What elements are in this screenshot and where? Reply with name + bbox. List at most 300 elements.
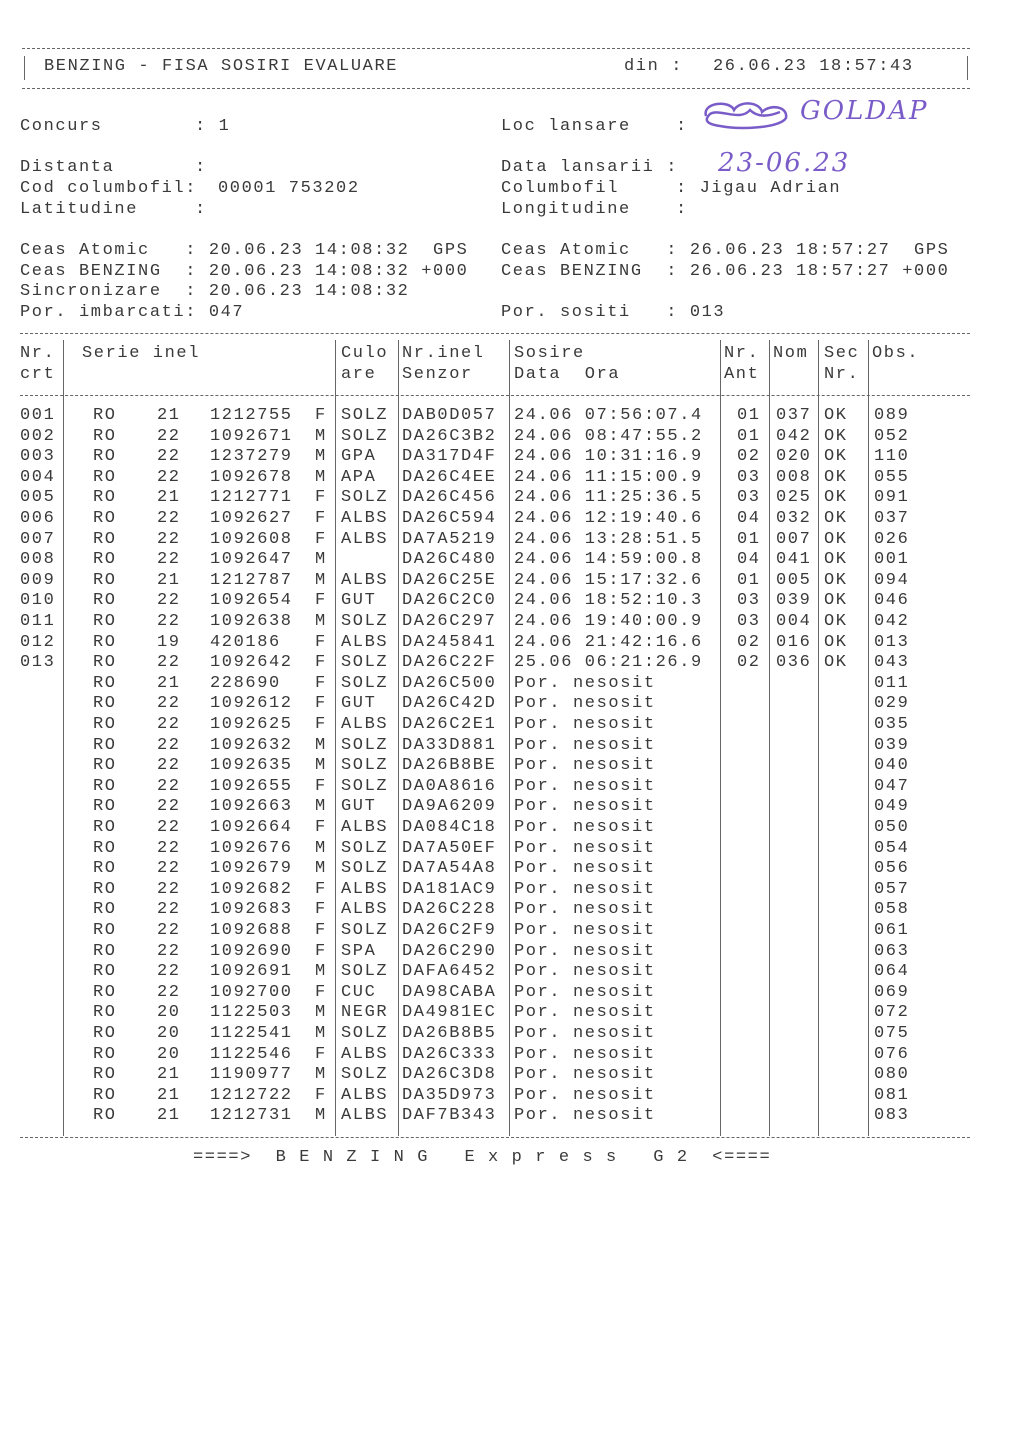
cell-arrival: Por. nesosit	[514, 797, 656, 817]
cell-ring-number: 1212787	[210, 570, 293, 590]
col-culo-1: Culo	[341, 344, 389, 363]
cell-year: 22	[157, 776, 181, 796]
cell-nr-ant: 02	[737, 447, 761, 467]
cell-color: SPA	[341, 941, 377, 961]
sincronizare: Sincronizare : 20.06.23 14:08:32	[20, 282, 410, 301]
cell-sensor: DA26C3D8	[402, 1065, 497, 1085]
cell-sensor: DA181AC9	[402, 879, 497, 899]
cell-color: CUC	[341, 982, 377, 1002]
data-lansarii-label: Data lansarii :	[501, 158, 679, 177]
columbofil-value: : Jigau Adrian	[676, 179, 842, 198]
cell-sex: M	[315, 838, 327, 858]
cell-year: 22	[157, 859, 181, 879]
cell-sensor: DA26C480	[402, 550, 497, 570]
cell-year: 22	[157, 756, 181, 776]
cell-sensor: DA26C4EE	[402, 467, 497, 487]
column-divider	[818, 340, 819, 1136]
cell-sensor: DA084C18	[402, 818, 497, 837]
cell-sex: M	[315, 447, 327, 467]
column-divider	[509, 340, 510, 1136]
cell-nr-ant: 04	[737, 509, 761, 528]
cell-obs: 029	[874, 694, 910, 714]
cell-nom: 020	[776, 447, 812, 467]
cell-obs: 089	[874, 406, 910, 425]
cell-sex: F	[315, 900, 327, 920]
cell-color: SOLZ	[341, 488, 389, 508]
cell-obs: 081	[874, 1085, 910, 1105]
cell-color: ALBS	[341, 1085, 389, 1105]
cell-country: RO	[93, 509, 117, 528]
cell-ring-number: 1122546	[210, 1044, 293, 1064]
cell-year: 20	[157, 1003, 181, 1023]
cell-obs: 069	[874, 982, 910, 1002]
cell-nr-crt: 013	[20, 653, 56, 673]
cell-sex: F	[315, 694, 327, 714]
cell-sec: OK	[824, 550, 848, 570]
cell-year: 22	[157, 529, 181, 549]
cell-sex: M	[315, 1024, 327, 1043]
cell-ring-number: 1092625	[210, 715, 293, 734]
cell-arrival: 24.06 14:59:00.8	[514, 550, 703, 570]
cell-year: 22	[157, 982, 181, 1002]
latitudine-value: :	[195, 200, 207, 219]
header-border-left	[24, 56, 25, 80]
cell-color: ALBS	[341, 570, 389, 590]
cell-arrival: Por. nesosit	[514, 962, 656, 982]
cell-ring-number: 1092671	[210, 426, 293, 446]
cell-color: SOLZ	[341, 838, 389, 858]
cell-sex: M	[315, 570, 327, 590]
cell-ring-number: 1092683	[210, 900, 293, 920]
cell-country: RO	[93, 488, 117, 508]
cell-sensor: DA26C22F	[402, 653, 497, 673]
col-nom: Nom	[773, 344, 809, 363]
cell-year: 22	[157, 426, 181, 446]
cell-obs: 072	[874, 1003, 910, 1023]
cell-color: SOLZ	[341, 673, 389, 693]
cell-arrival: 24.06 12:19:40.6	[514, 509, 703, 528]
cell-sensor: DA0A8616	[402, 776, 497, 796]
cell-obs: 039	[874, 735, 910, 755]
cell-nr-crt: 009	[20, 570, 56, 590]
cell-ring-number: 1092635	[210, 756, 293, 776]
cell-country: RO	[93, 570, 117, 590]
cell-ring-number: 1092688	[210, 921, 293, 940]
cell-ring-number: 1092612	[210, 694, 293, 714]
cell-color: ALBS	[341, 1044, 389, 1064]
cell-sec: OK	[824, 570, 848, 590]
cell-arrival: Por. nesosit	[514, 1024, 656, 1043]
column-divider	[335, 340, 336, 1136]
cell-sex: F	[315, 591, 327, 611]
cell-country: RO	[93, 879, 117, 899]
ceas-atomic-start: Ceas Atomic : 20.06.23 14:08:32 GPS	[20, 241, 469, 260]
cell-color: GUT	[341, 694, 377, 714]
cell-ring-number: 1092638	[210, 612, 293, 631]
cell-ring-number: 1237279	[210, 447, 293, 467]
cell-sec: OK	[824, 529, 848, 549]
cell-ring-number: 1092691	[210, 962, 293, 982]
cell-arrival: Por. nesosit	[514, 900, 656, 920]
cell-arrival: 24.06 21:42:16.6	[514, 632, 703, 652]
cell-sex: M	[315, 467, 327, 487]
cell-obs: 063	[874, 941, 910, 961]
cell-country: RO	[93, 900, 117, 920]
cell-year: 22	[157, 467, 181, 487]
cell-sensor: DA26C297	[402, 612, 497, 631]
cell-sec: OK	[824, 426, 848, 446]
cell-year: 20	[157, 1044, 181, 1064]
cell-country: RO	[93, 467, 117, 487]
cell-arrival: 24.06 19:40:00.9	[514, 612, 703, 631]
cell-year: 21	[157, 1085, 181, 1105]
cell-sensor: DA26C3B2	[402, 426, 497, 446]
cell-obs: 052	[874, 426, 910, 446]
din-label: din :	[624, 57, 684, 76]
ceas-benzing-end: Ceas BENZING : 26.06.23 18:57:27 +000	[501, 262, 950, 281]
cell-ring-number: 1092654	[210, 591, 293, 611]
cell-arrival: Por. nesosit	[514, 1003, 656, 1023]
cell-sensor: DA26C500	[402, 673, 497, 693]
cell-arrival: 24.06 11:25:36.5	[514, 488, 703, 508]
cell-obs: 076	[874, 1044, 910, 1064]
table-border-top	[20, 333, 970, 334]
concurs-label: Concurs	[20, 117, 103, 136]
cell-obs: 075	[874, 1024, 910, 1043]
column-divider	[63, 340, 64, 1136]
cell-sex: F	[315, 879, 327, 899]
cell-ring-number: 1092700	[210, 982, 293, 1002]
cell-country: RO	[93, 838, 117, 858]
cell-obs: 057	[874, 879, 910, 899]
cell-nom: 041	[776, 550, 812, 570]
cell-country: RO	[93, 529, 117, 549]
cell-year: 21	[157, 1065, 181, 1085]
cell-year: 22	[157, 838, 181, 858]
cell-color: SOLZ	[341, 426, 389, 446]
cell-arrival: Por. nesosit	[514, 756, 656, 776]
cell-sensor: DA26C333	[402, 1044, 497, 1064]
cell-country: RO	[93, 797, 117, 817]
cell-nr-ant: 01	[737, 406, 761, 425]
cell-ring-number: 1212722	[210, 1085, 293, 1105]
column-divider	[868, 340, 869, 1136]
cell-year: 22	[157, 797, 181, 817]
cell-ring-number: 1092682	[210, 879, 293, 899]
cell-sensor: DAB0D057	[402, 406, 497, 425]
col-sec-1: Sec	[824, 344, 860, 363]
porumbei-sositi: Por. sositi : 013	[501, 303, 726, 322]
cell-obs: 026	[874, 529, 910, 549]
cell-country: RO	[93, 426, 117, 446]
cell-country: RO	[93, 1065, 117, 1085]
cell-year: 21	[157, 488, 181, 508]
cell-sex: F	[315, 488, 327, 508]
cell-year: 22	[157, 735, 181, 755]
cell-nr-ant: 03	[737, 591, 761, 611]
cell-obs: 055	[874, 467, 910, 487]
cell-arrival: Por. nesosit	[514, 1085, 656, 1105]
cell-obs: 056	[874, 859, 910, 879]
cell-sensor: DA26C42D	[402, 694, 497, 714]
cell-year: 22	[157, 941, 181, 961]
cell-year: 22	[157, 694, 181, 714]
cell-arrival: 24.06 07:56:07.4	[514, 406, 703, 425]
cell-country: RO	[93, 673, 117, 693]
cell-color: ALBS	[341, 509, 389, 528]
cell-year: 21	[157, 673, 181, 693]
cell-arrival: 24.06 10:31:16.9	[514, 447, 703, 467]
cell-nr-ant: 01	[737, 570, 761, 590]
cell-obs: 054	[874, 838, 910, 858]
cell-sensor: DAF7B343	[402, 1106, 497, 1126]
cell-color: SOLZ	[341, 1024, 389, 1043]
cod-value: 00001 753202	[218, 179, 360, 198]
column-divider	[398, 340, 399, 1136]
cell-country: RO	[93, 632, 117, 652]
cell-country: RO	[93, 1085, 117, 1105]
cell-arrival: Por. nesosit	[514, 715, 656, 734]
table-border-bottom	[20, 1137, 970, 1138]
cell-arrival: 24.06 11:15:00.9	[514, 467, 703, 487]
cell-nr-ant: 02	[737, 632, 761, 652]
columbofil-label: Columbofil	[501, 179, 620, 198]
col-nr-1: Nr.	[20, 344, 56, 363]
cell-arrival: 25.06 06:21:26.9	[514, 653, 703, 673]
cell-obs: 040	[874, 756, 910, 776]
cell-color: ALBS	[341, 715, 389, 734]
cell-year: 19	[157, 632, 181, 652]
cell-obs: 037	[874, 509, 910, 528]
cell-sensor: DA245841	[402, 632, 497, 652]
cell-ring-number: 1212731	[210, 1106, 293, 1126]
cell-color: APA	[341, 467, 377, 487]
cell-obs: 035	[874, 715, 910, 734]
cell-color: GPA	[341, 447, 377, 467]
cell-country: RO	[93, 776, 117, 796]
cell-color: ALBS	[341, 879, 389, 899]
cell-sensor: DA98CABA	[402, 982, 497, 1002]
cell-color: SOLZ	[341, 859, 389, 879]
cell-obs: 083	[874, 1106, 910, 1126]
cell-color: SOLZ	[341, 653, 389, 673]
col-nr-2: crt	[20, 365, 56, 384]
cod-label: Cod columbofil:	[20, 179, 198, 198]
cell-ring-number: 1122541	[210, 1024, 293, 1043]
cell-color: ALBS	[341, 1106, 389, 1126]
cell-obs: 061	[874, 921, 910, 940]
cell-sensor: DA26B8BE	[402, 756, 497, 776]
cell-ring-number: 1092676	[210, 838, 293, 858]
cell-sex: M	[315, 797, 327, 817]
cell-ring-number: 1092647	[210, 550, 293, 570]
cell-arrival: Por. nesosit	[514, 982, 656, 1002]
loc-label: Loc lansare	[501, 117, 631, 136]
cell-sex: M	[315, 612, 327, 631]
header-border-bottom	[22, 88, 970, 89]
cell-nr-crt: 008	[20, 550, 56, 570]
data-lansarii-handwritten: 23-06.23	[718, 148, 851, 178]
cell-obs: 110	[874, 447, 910, 467]
cell-sex: M	[315, 859, 327, 879]
loc-handwritten: GOLDAP	[800, 96, 929, 126]
cell-sensor: DA7A50EF	[402, 838, 497, 858]
cell-sex: M	[315, 962, 327, 982]
cell-sensor: DA26C290	[402, 941, 497, 961]
cell-color: SOLZ	[341, 962, 389, 982]
cell-nr-crt: 007	[20, 529, 56, 549]
cell-color: SOLZ	[341, 612, 389, 631]
cell-country: RO	[93, 612, 117, 631]
footer-brand: ====> B E N Z I N G E x p r e s s G 2 <====	[193, 1148, 772, 1167]
cell-arrival: 24.06 13:28:51.5	[514, 529, 703, 549]
cell-sex: F	[315, 776, 327, 796]
cell-obs: 094	[874, 570, 910, 590]
longitudine-value: :	[676, 200, 688, 219]
cell-sex: M	[315, 1003, 327, 1023]
col-serie: Serie inel	[82, 344, 201, 363]
cell-color: SOLZ	[341, 756, 389, 776]
cell-arrival: Por. nesosit	[514, 921, 656, 940]
cell-obs: 091	[874, 488, 910, 508]
cell-country: RO	[93, 962, 117, 982]
cell-sex: F	[315, 982, 327, 1002]
cell-sensor: DA9A6209	[402, 797, 497, 817]
cell-year: 22	[157, 900, 181, 920]
cell-sensor: DA26C2F9	[402, 921, 497, 940]
cell-nr-crt: 005	[20, 488, 56, 508]
cell-nom: 016	[776, 632, 812, 652]
cell-ring-number: 1092642	[210, 653, 293, 673]
cell-ring-number: 1212771	[210, 488, 293, 508]
cell-ring-number: 1092627	[210, 509, 293, 528]
cell-country: RO	[93, 756, 117, 776]
cell-nom: 007	[776, 529, 812, 549]
longitudine-label: Longitudine	[501, 200, 631, 219]
cell-nr-crt: 004	[20, 467, 56, 487]
cell-sex: F	[315, 1085, 327, 1105]
cell-country: RO	[93, 591, 117, 611]
header-border-right	[967, 56, 968, 80]
cell-arrival: 24.06 15:17:32.6	[514, 570, 703, 590]
cell-year: 20	[157, 1024, 181, 1043]
cell-year: 22	[157, 591, 181, 611]
cell-sex: F	[315, 941, 327, 961]
cell-year: 22	[157, 715, 181, 734]
cell-color: ALBS	[341, 632, 389, 652]
cell-sex: F	[315, 715, 327, 734]
cell-sensor: DA26C2E1	[402, 715, 497, 734]
cell-country: RO	[93, 1106, 117, 1126]
cell-ring-number: 1092608	[210, 529, 293, 549]
cell-nr-ant: 01	[737, 426, 761, 446]
cell-sensor: DA7A5219	[402, 529, 497, 549]
cell-nr-crt: 002	[20, 426, 56, 446]
cell-sec: OK	[824, 447, 848, 467]
cell-sex: F	[315, 653, 327, 673]
cell-sex: M	[315, 1106, 327, 1126]
cell-nom: 005	[776, 570, 812, 590]
cell-color: SOLZ	[341, 406, 389, 425]
column-divider	[720, 340, 721, 1136]
cell-year: 22	[157, 653, 181, 673]
cell-country: RO	[93, 1044, 117, 1064]
col-sosire-2: Data Ora	[514, 365, 621, 384]
cell-sec: OK	[824, 632, 848, 652]
cell-sec: OK	[824, 612, 848, 631]
cell-year: 22	[157, 921, 181, 940]
cell-sec: OK	[824, 467, 848, 487]
cell-country: RO	[93, 653, 117, 673]
cell-color: ALBS	[341, 529, 389, 549]
cell-year: 22	[157, 962, 181, 982]
cell-obs: 013	[874, 632, 910, 652]
cell-country: RO	[93, 859, 117, 879]
cell-sex: F	[315, 921, 327, 940]
cell-year: 21	[157, 1106, 181, 1126]
cell-year: 22	[157, 612, 181, 631]
cell-color: SOLZ	[341, 921, 389, 940]
din-value: 26.06.23 18:57:43	[713, 57, 914, 76]
cell-ring-number: 1190977	[210, 1065, 293, 1085]
cell-sex: F	[315, 406, 327, 425]
cell-sex: F	[315, 632, 327, 652]
cell-year: 22	[157, 509, 181, 528]
cell-nom: 037	[776, 406, 812, 425]
cell-arrival: Por. nesosit	[514, 694, 656, 714]
cell-sensor: DA26C2C0	[402, 591, 497, 611]
cell-obs: 064	[874, 962, 910, 982]
cell-sec: OK	[824, 509, 848, 528]
cell-nr-crt: 010	[20, 591, 56, 611]
cell-ring-number: 420186	[210, 632, 281, 652]
ceas-benzing-start: Ceas BENZING : 20.06.23 14:08:32 +000	[20, 262, 469, 281]
cell-ring-number: 1092663	[210, 797, 293, 817]
cell-ring-number: 1092655	[210, 776, 293, 796]
cell-country: RO	[93, 818, 117, 837]
ceas-atomic-end: Ceas Atomic : 26.06.23 18:57:27 GPS	[501, 241, 950, 260]
cell-sex: M	[315, 756, 327, 776]
col-ant-1: Nr.	[724, 344, 760, 363]
cell-nr-crt: 003	[20, 447, 56, 467]
cell-country: RO	[93, 715, 117, 734]
cell-country: RO	[93, 735, 117, 755]
cell-sensor: DA33D881	[402, 735, 497, 755]
cell-color: ALBS	[341, 818, 389, 837]
cell-obs: 080	[874, 1065, 910, 1085]
col-sosire-1: Sosire	[514, 344, 585, 363]
cell-year: 22	[157, 447, 181, 467]
cell-sex: M	[315, 426, 327, 446]
distanta-label: Distanta	[20, 158, 115, 177]
cell-ring-number: 1092632	[210, 735, 293, 755]
cell-color: SOLZ	[341, 776, 389, 796]
cell-nom: 008	[776, 467, 812, 487]
cell-ring-number: 1092664	[210, 818, 293, 837]
cell-arrival: Por. nesosit	[514, 776, 656, 796]
cell-sec: OK	[824, 653, 848, 673]
cell-color: SOLZ	[341, 735, 389, 755]
cell-ring-number: 1092678	[210, 467, 293, 487]
cell-obs: 058	[874, 900, 910, 920]
cell-nr-ant: 03	[737, 467, 761, 487]
col-culo-2: are	[341, 365, 377, 384]
porumbei-imbarcati: Por. imbarcati: 047	[20, 303, 245, 322]
cell-obs: 042	[874, 612, 910, 631]
cell-nom: 004	[776, 612, 812, 631]
cell-arrival: Por. nesosit	[514, 1065, 656, 1085]
cell-nr-ant: 02	[737, 653, 761, 673]
